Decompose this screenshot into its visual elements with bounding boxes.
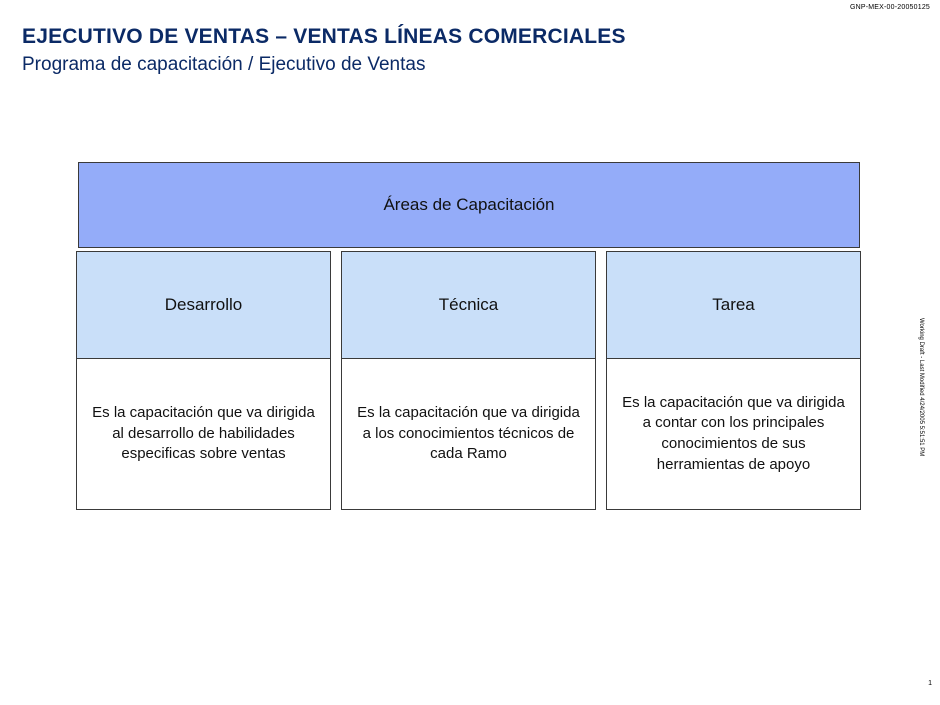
area-label: Técnica bbox=[438, 295, 499, 314]
draft-side-note: Working Draft - Last Modified 4/24/2005 5:51:51 PM bbox=[918, 318, 924, 457]
page-title: EJECUTIVO DE VENTAS – VENTAS LÍNEAS COMERCIALES bbox=[22, 25, 626, 48]
area-label: Desarrollo bbox=[164, 295, 243, 314]
area-column-tecnica bbox=[341, 251, 596, 510]
area-header-tecnica bbox=[341, 251, 596, 358]
area-description: Es la capacitación que va dirigida a contar con los principales conocimientos de sus herramientas de apoyo bbox=[622, 393, 845, 473]
training-areas-label: Áreas de Capacitación bbox=[383, 195, 555, 214]
area-description-tecnica bbox=[341, 358, 596, 510]
area-description-desarrollo bbox=[76, 358, 331, 510]
area-column-tarea bbox=[606, 251, 861, 510]
document-code: GNP-MEX-00-20050125 bbox=[849, 4, 930, 11]
area-header-desarrollo bbox=[76, 251, 331, 358]
area-label: Tarea bbox=[712, 295, 755, 314]
area-description-tarea bbox=[606, 358, 861, 510]
area-header-tarea bbox=[606, 251, 861, 358]
training-areas-header bbox=[78, 162, 860, 248]
area-column-desarrollo bbox=[76, 251, 331, 510]
page-number: 1 bbox=[928, 680, 932, 687]
page-subtitle: Programa de capacitación / Ejecutivo de Ventas bbox=[22, 54, 426, 75]
area-description: Es la capacitación que va dirigida a los conocimientos técnicos de cada Ramo bbox=[357, 404, 580, 463]
area-description: Es la capacitación que va dirigida al desarrollo de habilidades especificas sobre ventas bbox=[92, 404, 315, 463]
